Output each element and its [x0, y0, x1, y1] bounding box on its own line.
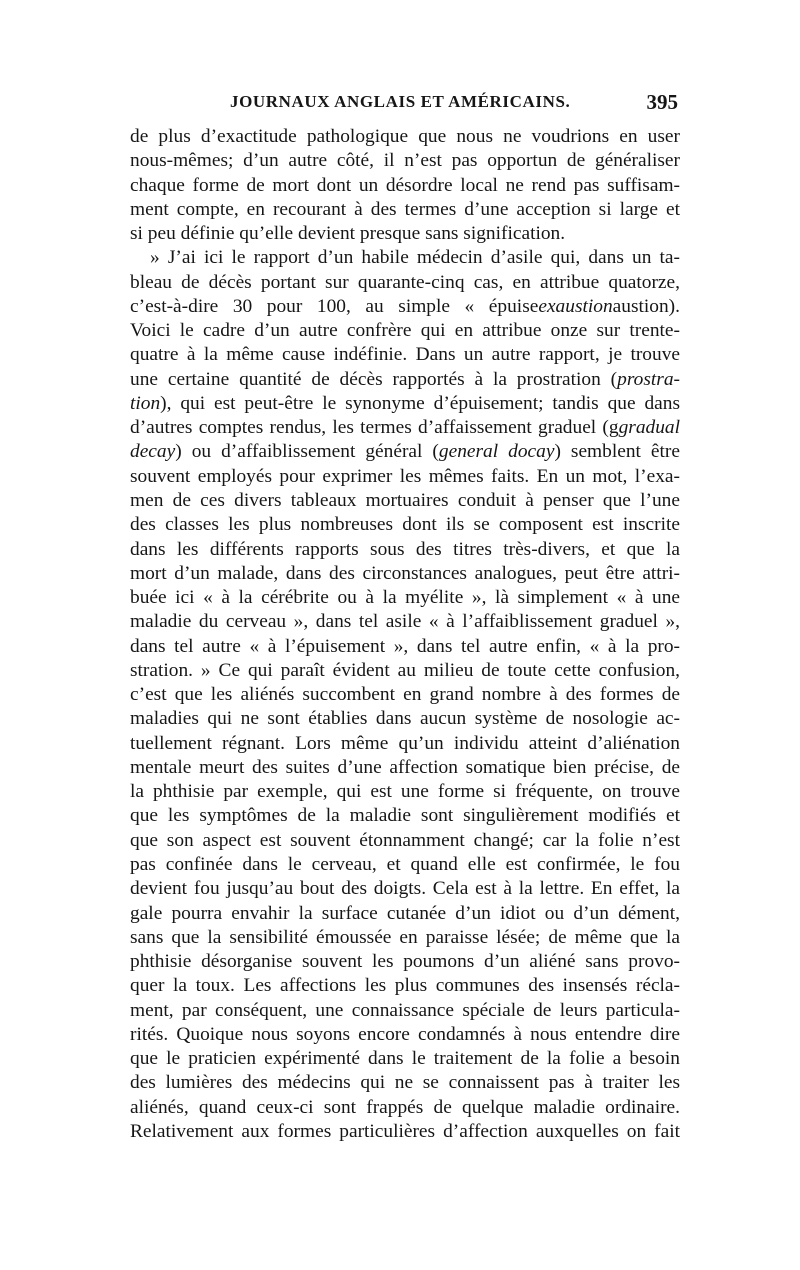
text-line: des lumières des médecins qui ne se connaissent pas à traiter les: [130, 1072, 680, 1094]
line-text: ), qui est peut-être le synonyme d’épuisement; tandis que dans: [160, 392, 680, 414]
line-text: ) ou d’affaiblissement général (: [175, 441, 439, 463]
text-line: quer la toux. Les affections les plus communes des insensés récla-: [130, 975, 680, 997]
running-title: JOURNAUX ANGLAIS ET AMÉRICAINS.: [230, 92, 571, 111]
line-text: une certaine quantité de décès rapportés à la prostration (: [130, 368, 618, 390]
text-line: dans tel autre « à l’épuisement », dans tel autre enfin, « à la pro-: [130, 635, 680, 657]
text-line: maladies qui ne sont établies dans aucun système de nosologie ac-: [130, 708, 680, 730]
text-line: mort d’un malade, dans des circonstances analogues, peut être attri-: [130, 562, 680, 584]
text-line: que le praticien expérimenté dans le traitement de la folie a besoin: [130, 1048, 680, 1070]
text-line: » J’ai ici le rapport d’un habile médecin d’asile qui, dans un ta-: [150, 247, 680, 269]
italic-term: tion: [130, 392, 161, 414]
italic-term: prostra-: [617, 368, 680, 390]
text-line: mentale meurt des suites d’une affection somatique bien précise, de: [130, 756, 680, 778]
line-text: c’est-à-dire 30 pour 100, au simple « épuise: [130, 295, 539, 317]
text-line-with-italic: [130, 368, 680, 392]
text-line: si peu définie qu’elle devient presque sans signification.: [130, 223, 566, 245]
text-line: bleau de décès portant sur quarante-cinq cas, en attribue quatorze,: [130, 271, 680, 293]
text-line: phthisie désorganise souvent les poumons d’un aliéné sans provo-: [130, 951, 680, 973]
text-line: maladie du cerveau », dans tel asile « à l’affaiblissement graduel »,: [130, 611, 680, 633]
text-line-with-italic: [130, 392, 680, 416]
text-line: dans les différents rapports sous des titres très-divers, et que la: [130, 538, 680, 560]
text-line: la phthisie par exemple, qui est une forme si fréquente, on trouve: [130, 781, 680, 803]
text-line: ment compte, en recourant à des termes d’une acception si large et: [130, 198, 680, 220]
text-line: Relativement aux formes particulières d’affection auxquelles on fait: [130, 1120, 680, 1142]
text-line: quatre à la même cause indéfinie. Dans un autre rapport, je trouve: [130, 344, 680, 366]
text-line: gale pourra envahir la surface cutanée d’un idiot ou d’un dément,: [130, 902, 680, 924]
text-line: ment, par conséquent, une connaissance spéciale de leurs particula-: [130, 999, 680, 1021]
line-text: ) semblent être: [554, 441, 680, 463]
text-line: tuellement régnant. Lors même qu’un individu atteint d’aliénation: [130, 732, 680, 754]
text-line: que les symptômes de la maladie sont singulièrement modifiés et: [130, 805, 680, 827]
text-line: c’est que les aliénés succombent en grand nombre à des formes de: [130, 684, 680, 706]
text-line: rités. Quoique nous soyons encore condamnés à nous entendre dire: [130, 1023, 680, 1045]
text-line: souvent employés pour exprimer les mêmes faits. En un mot, l’exa-: [130, 465, 680, 487]
text-line: Voici le cadre d’un autre confrère qui en attribue onze sur trente-: [130, 320, 680, 342]
text-line: men de ces divers tableaux mortuaires conduit à penser que l’une: [130, 489, 680, 511]
body-text: [130, 125, 680, 1144]
italic-term: exaustion: [538, 295, 613, 317]
text-line: de plus d’exactitude pathologique que nous ne voudrions en user: [130, 126, 680, 147]
text-line: aliénés, quand ceux-ci sont frappés de quelque maladie ordinaire.: [130, 1096, 680, 1118]
text-line: des classes les plus nombreuses dont ils se composent est inscrite: [130, 514, 680, 536]
line-text: austion).: [612, 295, 680, 317]
text-line-with-italic: [130, 295, 680, 319]
text-line: pas confinée dans le cerveau, et quand elle est confirmée, le fou: [130, 853, 680, 875]
text-line: nous-mêmes; d’un autre côté, il n’est pas opportun de généraliser: [130, 150, 680, 172]
text-line: sans que la sensibilité émoussée en paraisse lésée; de même que la: [130, 926, 680, 948]
text-line: chaque forme de mort dont un désordre local ne rend pas suffisam-: [130, 174, 680, 196]
text-line: stration. » Ce qui paraît évident au milieu de toute cette confusion,: [130, 659, 680, 681]
italic-term: gradual: [618, 417, 680, 439]
line-text: d’autres comptes rendus, les termes d’affaissement graduel (g: [130, 417, 619, 439]
page-number: 395: [646, 90, 678, 114]
text-line: devient fou jusqu’au bout des doigts. Cela est à la lettre. En effet, la: [130, 878, 680, 900]
text-line-with-italic: [130, 440, 680, 464]
text-line: buée ici « à la cérébrite ou à la myélite », là simplement « à une: [130, 587, 680, 609]
italic-term: general docay: [438, 441, 555, 463]
text-line: que son aspect est souvent étonnamment changé; car la folie n’est: [130, 829, 680, 851]
italic-term: decay: [130, 441, 176, 463]
text-line-with-italic: [130, 416, 680, 440]
running-head: [130, 90, 680, 120]
